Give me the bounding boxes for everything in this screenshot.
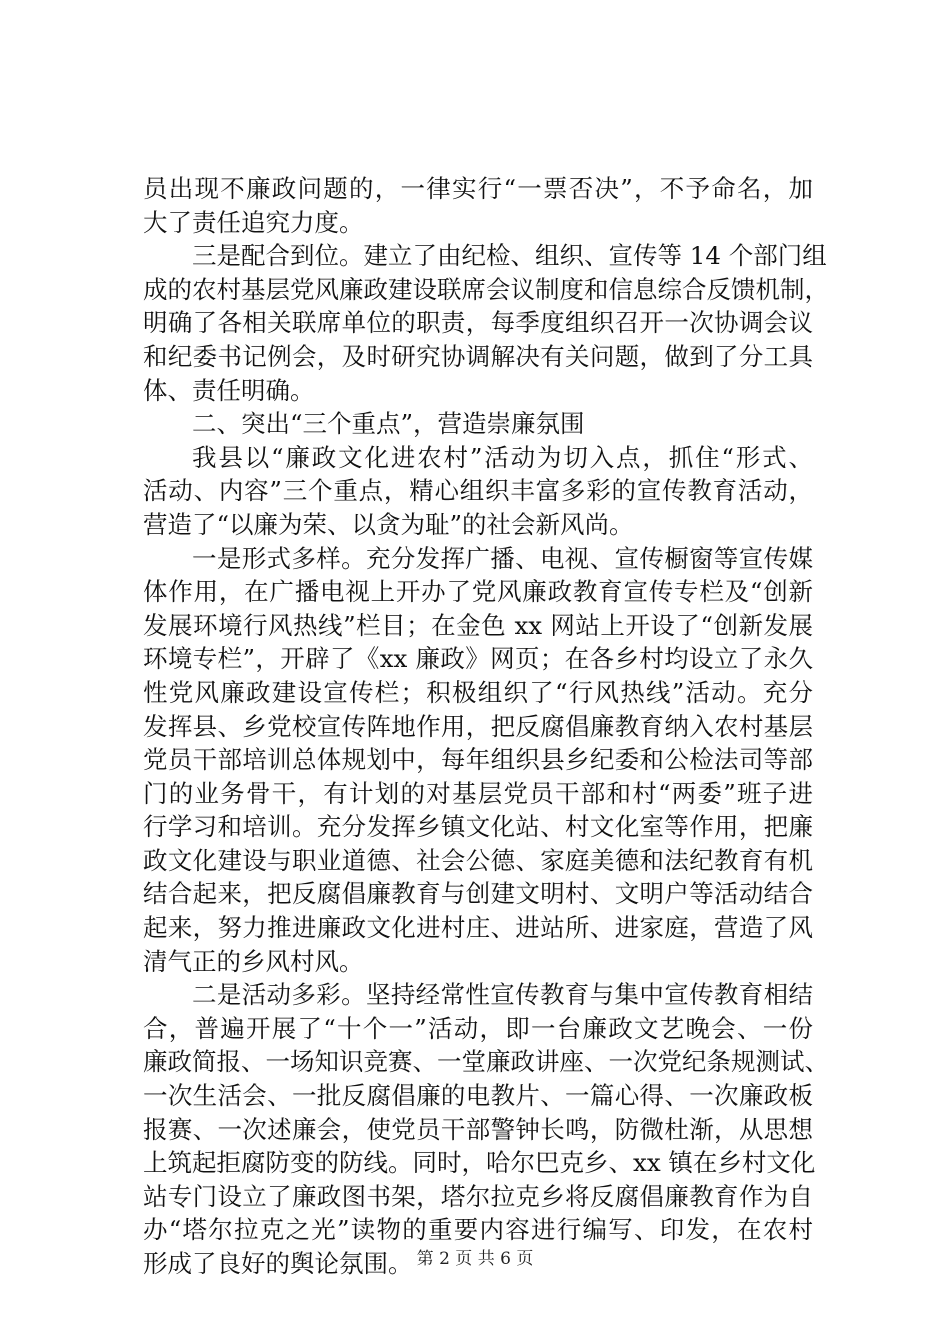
text-line: 起来，努力推进廉政文化进村庄、进站所、进家庭，营造了风 [143, 913, 813, 943]
text-line: 明确了各相关联席单位的职责，每季度组织召开一次协调会议 [143, 308, 813, 338]
text-line: 站专门设立了廉政图书架，塔尔拉克乡将反腐倡廉教育作为自 [143, 1181, 813, 1211]
text-line: 营造了“以廉为荣、以贪为耻”的社会新风尚。 [143, 509, 634, 539]
text-line: 上筑起拒腐防变的防线。同时，哈尔巴克乡、xx 镇在乡村文化 [143, 1148, 816, 1178]
text-line: 大了责任追究力度。 [143, 207, 364, 237]
text-line: 体作用，在广播电视上开办了党风廉政教育宣传专栏及“创新 [143, 577, 813, 607]
text-line: 一是形式多样。充分发挥广播、电视、宣传橱窗等宣传媒 [192, 543, 813, 573]
text-line: 和纪委书记例会，及时研究协调解决有关问题，做到了分工具 [143, 341, 813, 371]
document-body [143, 172, 829, 1281]
text-line: 发展环境行风热线”栏目；在金色 xx 网站上开设了“创新发展 [143, 610, 813, 640]
text-line: 性党风廉政建设宣传栏；积极组织了“行风热线”活动。充分 [143, 677, 813, 707]
text-line: 合，普遍开展了“十个一”活动，即一台廉政文艺晚会、一份 [143, 1013, 813, 1043]
text-line: 我县以“廉政文化进农村”活动为切入点，抓住“形式、 [192, 442, 813, 472]
text-line: 行学习和培训。充分发挥乡镇文化站、村文化室等作用，把廉 [143, 812, 813, 842]
text-line: 活动、内容”三个重点，精心组织丰富多彩的宣传教育活动， [143, 476, 813, 506]
text-line: 清气正的乡风村风。 [143, 946, 364, 976]
text-line: 门的业务骨干，有计划的对基层党员干部和村“两委”班子进 [143, 778, 813, 808]
text-line: 二、突出“三个重点”，营造崇廉氛围 [192, 409, 585, 439]
text-line: 员出现不廉政问题的，一律实行“一票否决”，不予命名，加 [143, 174, 813, 203]
text-line: 廉政简报、一场知识竞赛、一堂廉政讲座、一次党纪条规测试、 [143, 1047, 829, 1077]
text-line: 政文化建设与职业道德、社会公德、家庭美德和法纪教育有机 [143, 845, 813, 875]
text-line: 报赛、一次述廉会，使党员干部警钟长鸣，防微杜渐，从思想 [143, 1114, 813, 1144]
text-line: 二是活动多彩。坚持经常性宣传教育与集中宣传教育相结 [192, 980, 813, 1010]
text-line: 结合起来，把反腐倡廉教育与创建文明村、文明户等活动结合 [143, 879, 813, 909]
text-line: 三是配合到位。建立了由纪检、组织、宣传等 14 个部门组 [192, 241, 827, 271]
text-line: 一次生活会、一批反腐倡廉的电教片、一篇心得、一次廉政板 [143, 1081, 813, 1111]
text-line: 党员干部培训总体规划中，每年组织县乡纪委和公检法司等部 [143, 745, 813, 775]
page-number-footer: 第 2 页 共 6 页 [416, 1249, 534, 1269]
text-line: 成的农村基层党风廉政建设联席会议制度和信息综合反馈机制， [143, 274, 829, 304]
text-line: 环境专栏”，开辟了《xx 廉政》网页；在各乡村均设立了永久 [143, 644, 813, 674]
text-line: 体、责任明确。 [143, 375, 315, 405]
text-line: 形成了良好的舆论氛围。 [143, 1249, 413, 1278]
text-line: 办“塔尔拉克之光”读物的重要内容进行编写、印发，在农村 [143, 1215, 813, 1245]
text-line: 发挥县、乡党校宣传阵地作用，把反腐倡廉教育纳入农村基层 [143, 711, 813, 741]
